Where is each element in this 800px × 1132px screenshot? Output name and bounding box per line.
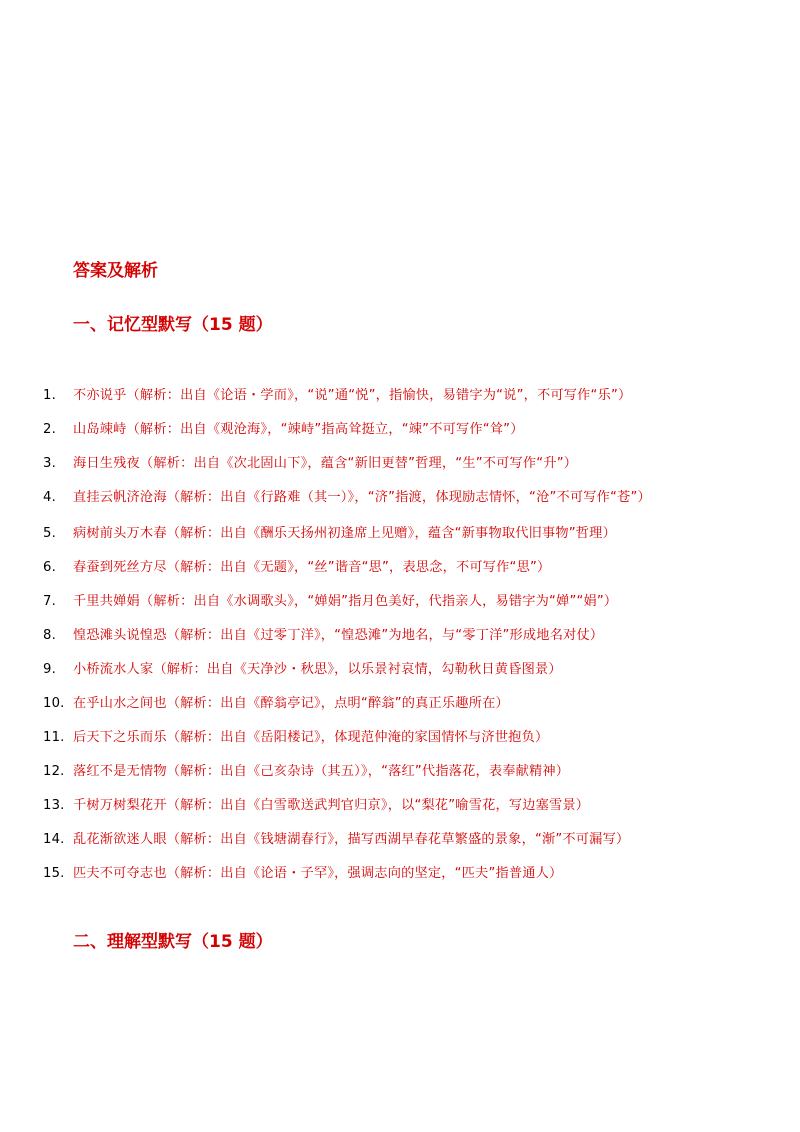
item-text: 在乎山水之间也（解析：出自《醉翁亭记》，点明“醉翁”的真正乐趣所在） [73, 696, 509, 711]
item-number: 11. [43, 730, 65, 745]
list-item [0, 524, 800, 544]
item-number: 2. [43, 422, 56, 437]
item-number: 10. [43, 696, 65, 711]
section-heading-comprehension: 二、理解型默写（15 题） [73, 932, 273, 952]
item-text: 病树前头万木春（解析：出自《酬乐天扬州初逢席上见赠》，蕴含“新事物取代旧事物”哲理） [73, 526, 616, 541]
item-text: 惶恐滩头说惶恐（解析：出自《过零丁洋》，“惶恐滩”为地名，与“零丁洋”形成地名对仗） [73, 628, 604, 643]
page-title: 答案及解析 [73, 261, 158, 281]
answer-list [0, 386, 800, 898]
item-number: 5. [43, 526, 56, 541]
item-number: 9. [43, 662, 56, 677]
item-number: 1. [43, 388, 56, 403]
list-item [0, 728, 800, 748]
item-number: 7. [43, 594, 56, 609]
item-text: 不亦说乎（解析：出自《论语・学而》，“说”通“悦”，指愉快，易错字为“说”，不可写作“乐”） [73, 388, 632, 403]
list-item [0, 420, 800, 440]
item-text: 山岛竦峙（解析：出自《观沧海》，“竦峙”指高耸挺立，“竦”不可写作“耸”） [73, 422, 524, 437]
list-item [0, 558, 800, 578]
item-text: 直挂云帆济沧海（解析：出自《行路难（其一）》，“济”指渡，体现励志情怀，“沧”不可写作“苍”） [73, 490, 651, 505]
list-item [0, 762, 800, 782]
item-text: 后天下之乐而乐（解析：出自《岳阳楼记》，体现范仲淹的家国情怀与济世抱负） [73, 730, 549, 745]
item-number: 13. [43, 798, 65, 813]
list-item [0, 830, 800, 850]
list-item [0, 660, 800, 680]
item-text: 小桥流水人家（解析：出自《天净沙・秋思》，以乐景衬哀情，勾勒秋日黄昏图景） [73, 662, 562, 677]
item-text: 落红不是无情物（解析：出自《己亥杂诗（其五）》，“落红”代指落花，表奉献精神） [73, 764, 570, 779]
list-item [0, 454, 800, 474]
item-number: 4. [43, 490, 56, 505]
list-item [0, 864, 800, 884]
item-text: 海日生残夜（解析：出自《次北固山下》，蕴含“新旧更替”哲理，“生”不可写作“升”） [73, 456, 578, 471]
item-text: 千树万树梨花开（解析：出自《白雪歌送武判官归京》，以“梨花”喻雪花，写边塞雪景） [73, 798, 590, 813]
item-text: 匹夫不可夺志也（解析：出自《论语・子罕》，强调志向的坚定，“匹夫”指普通人） [73, 866, 563, 881]
section-heading-memory: 一、记忆型默写（15 题） [73, 315, 273, 335]
list-item [0, 488, 800, 508]
list-item [0, 592, 800, 612]
list-item [0, 386, 800, 406]
item-text: 乱花渐欲迷人眼（解析：出自《钱塘湖春行》，描写西湖早春花草繁盛的景象，“渐”不可漏写） [73, 832, 630, 847]
item-number: 14. [43, 832, 65, 847]
item-number: 8. [43, 628, 56, 643]
item-number: 15. [43, 866, 65, 881]
item-text: 春蚕到死丝方尽（解析：出自《无题》，“丝”谐音“思”，表思念，不可写作“思”） [73, 560, 551, 575]
item-number: 12. [43, 764, 65, 779]
list-item [0, 694, 800, 714]
item-number: 6. [43, 560, 56, 575]
item-text: 千里共婵娟（解析：出自《水调歌头》，“婵娟”指月色美好，代指亲人，易错字为“婵”“娟”） [73, 594, 618, 609]
item-number: 3. [43, 456, 56, 471]
list-item [0, 626, 800, 646]
list-item [0, 796, 800, 816]
